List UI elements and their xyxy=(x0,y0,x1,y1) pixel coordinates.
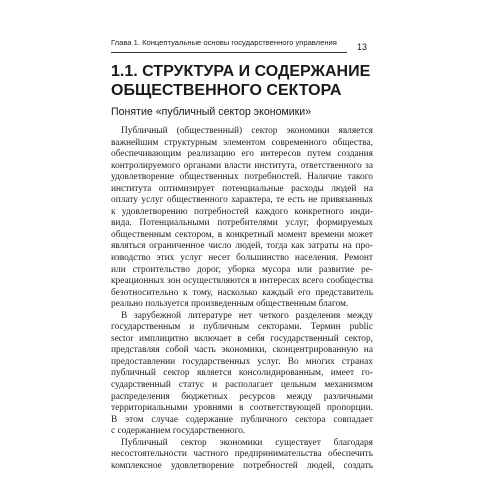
paragraph xyxy=(111,126,373,311)
text-line: В зарубежной литературе нет четкого разделения между xyxy=(121,310,373,321)
text-line: распределения бюджетных ресурсов между различными xyxy=(111,391,373,402)
paragraph xyxy=(111,311,373,438)
text-line: обеспечивающим реализацию его интересов путем создания xyxy=(111,149,373,160)
text-line: представляя собой часть экономики, сконцентрированную на xyxy=(111,345,373,356)
running-head: Глава 1. Концептуальные основы государственного управления xyxy=(111,38,347,53)
text-line: института оптимизирует потенциальные расходы людей на xyxy=(111,183,373,194)
text-line: реально пользуется произведенным общественным благом. xyxy=(111,299,349,310)
text-line: изводство этих услуг несет большинство населения. Ремонт xyxy=(111,253,373,264)
text-line: оплату услуг общественного характера, те есть не привязанных xyxy=(111,195,373,206)
text-line: с содержанием государственного. xyxy=(111,426,246,437)
text-line: территориальными уровнями в соответствующей пропорции. xyxy=(111,403,373,414)
text-line: к удовлетворению потребностей каждого конкретного инди- xyxy=(111,206,373,217)
text-line: несостоятельности частного предпринимательства обеспечить xyxy=(111,449,373,460)
text-line: контролируемого органами власти института, ответственного за xyxy=(111,160,373,171)
text-line: безотносительно к тому, насколько каждый его представитель xyxy=(111,287,373,298)
paragraph xyxy=(111,438,373,473)
section-title-line: 1.1. СТРУКТУРА И СОДЕРЖАНИЕ xyxy=(111,63,371,80)
text-line: Публичный сектор экономики существует благодаря xyxy=(121,437,373,448)
text-line: сударственный статус и располагает цельным механизмом xyxy=(111,380,373,391)
text-line: креационных зон осуществляются в интересах всего сообщества xyxy=(111,276,373,287)
text-line: важнейшим структурным элементом современного общества, xyxy=(111,137,373,148)
text-line: Публичный (общественный) сектор экономики является xyxy=(121,126,373,136)
text-line: В этом случае содержание публичного сектора совпадает xyxy=(111,414,373,425)
section-title-line: ОБЩЕСТВЕННОГО СЕКТОРА xyxy=(111,82,342,99)
text-line: публичный сектор является консолидированным, имеет го- xyxy=(111,368,373,379)
text-line: комплексное удовлетворение потребностей людей, создать xyxy=(111,460,373,471)
text-line: являться ограниченное число людей, тогда как затраты на про- xyxy=(111,241,373,252)
text-line: sector имплицитно включает в себя государственный сектор, xyxy=(111,333,373,344)
text-line: или строительство дорог, уборка мусора или развитие ре- xyxy=(111,264,373,275)
section-title xyxy=(111,62,371,100)
text-line: государственным и публичным секторами. Термин public xyxy=(111,322,373,333)
subsection-title: Понятие «публичный сектор экономики» xyxy=(111,106,312,118)
text-line: общественным сектором, в конкретный момент времени может xyxy=(111,229,373,240)
body-text xyxy=(111,126,373,472)
text-line: удовлетворение общественных потребностей. Наличие такого xyxy=(111,172,373,183)
page-number: 13 xyxy=(357,42,368,52)
text-line: предоставлении государственных услуг. Во многих странах xyxy=(111,356,373,367)
text-line: вида. Потенциальными потребителями услуг, формируемых xyxy=(111,218,373,229)
